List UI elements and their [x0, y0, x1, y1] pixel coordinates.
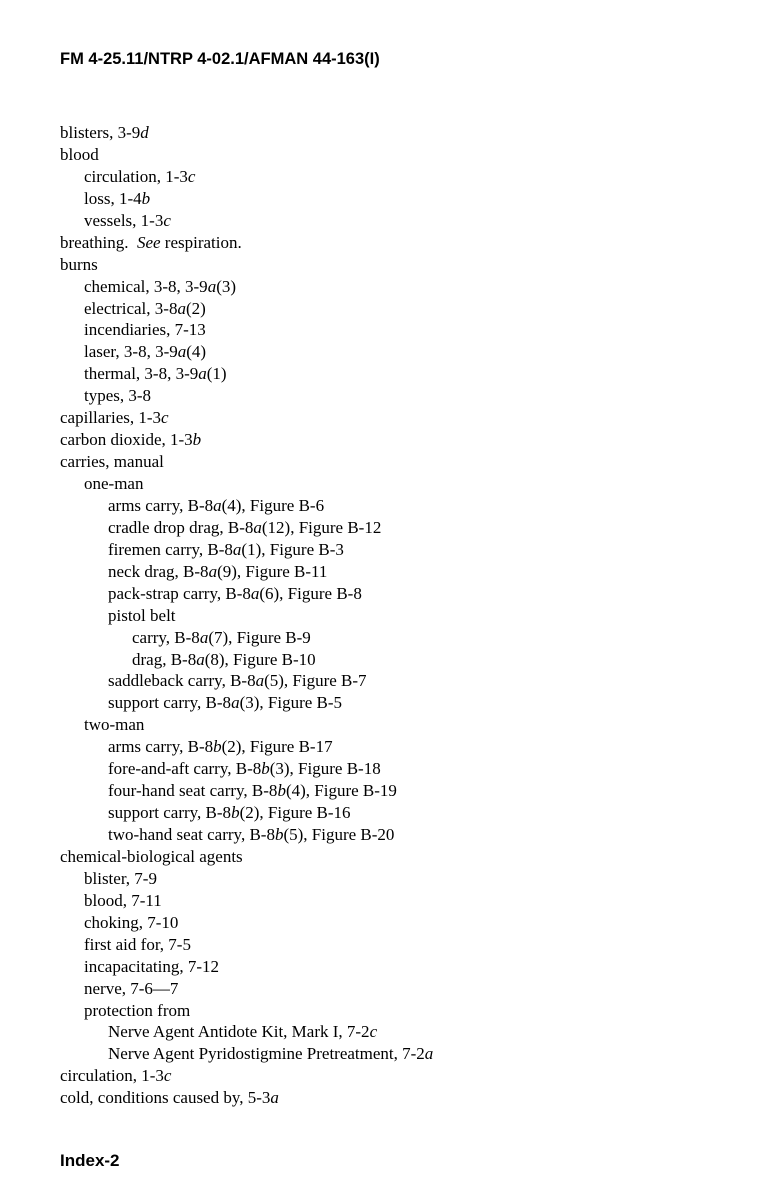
index-entry: Nerve Agent Antidote Kit, Mark I, 7-2c — [108, 1022, 378, 1042]
index-entry: cold, conditions caused by, 5-3a — [60, 1088, 279, 1108]
index-entry: choking, 7-10 — [84, 912, 179, 932]
index-entry: carry, B-8a(7), Figure B-9 — [132, 627, 311, 647]
index-entry: loss, 1-4b — [84, 188, 151, 208]
index-entry: pack-strap carry, B-8a(6), Figure B-8 — [108, 583, 362, 603]
index-entry: protection from — [84, 1000, 191, 1020]
index-entry: support carry, B-8a(3), Figure B-5 — [108, 693, 343, 713]
index-entry: Nerve Agent Pyridostigmine Pretreatment, 7-2a — [108, 1044, 434, 1064]
index-entry: types, 3-8 — [84, 386, 152, 406]
index-entry: vessels, 1-3c — [84, 210, 171, 230]
index-entry-list — [60, 122, 740, 1109]
index-entry: electrical, 3-8a(2) — [84, 298, 206, 318]
index-entry: blisters, 3-9d — [60, 123, 149, 142]
index-entry: breathing. See respiration. — [60, 232, 242, 252]
index-entry: cradle drop drag, B-8a(12), Figure B-12 — [108, 517, 382, 537]
index-entry: arms carry, B-8a(4), Figure B-6 — [108, 495, 325, 515]
index-entry: blood — [60, 144, 99, 164]
index-entry: one-man — [84, 474, 144, 493]
index-entry: incendiaries, 7-13 — [84, 320, 206, 340]
index-entry: arms carry, B-8b(2), Figure B-17 — [108, 737, 333, 757]
index-entry: chemical, 3-8, 3-9a(3) — [84, 276, 237, 296]
index-entry: laser, 3-8, 3-9a(4) — [84, 342, 207, 362]
index-entry: two-hand seat carry, B-8b(5), Figure B-20 — [108, 825, 395, 844]
index-entry: circulation, 1-3c — [84, 166, 196, 186]
index-entry: first aid for, 7-5 — [84, 934, 191, 954]
document-header: FM 4-25.11/NTRP 4-02.1/AFMAN 44-163(I) — [60, 50, 380, 68]
index-entry: incapacitating, 7-12 — [84, 956, 220, 976]
index-entry: blister, 7-9 — [84, 868, 157, 888]
index-entry: neck drag, B-8a(9), Figure B-11 — [108, 561, 328, 581]
index-entry: four-hand seat carry, B-8b(4), Figure B-19 — [108, 781, 397, 801]
index-entry: carries, manual — [60, 452, 164, 472]
index-entry: saddleback carry, B-8a(5), Figure B-7 — [108, 671, 367, 691]
index-entry: thermal, 3-8, 3-9a(1) — [84, 364, 227, 384]
index-entry: support carry, B-8b(2), Figure B-16 — [108, 803, 351, 823]
index-entry: burns — [60, 254, 98, 274]
page-footer: Index-2 — [60, 1151, 120, 1170]
index-entry: firemen carry, B-8a(1), Figure B-3 — [108, 539, 344, 559]
index-entry: pistol belt — [108, 605, 176, 625]
index-entry: nerve, 7-6—7 — [84, 978, 179, 998]
index-entry: blood, 7-11 — [84, 890, 162, 910]
index-entry: chemical-biological agents — [60, 846, 243, 866]
index-entry: drag, B-8a(8), Figure B-10 — [132, 649, 316, 669]
index-entry: capillaries, 1-3c — [60, 408, 169, 428]
index-entry: circulation, 1-3c — [60, 1066, 172, 1086]
index-entry: carbon dioxide, 1-3b — [60, 430, 202, 450]
index-entry: fore-and-aft carry, B-8b(3), Figure B-18 — [108, 759, 381, 779]
index-entry: two-man — [84, 715, 145, 735]
